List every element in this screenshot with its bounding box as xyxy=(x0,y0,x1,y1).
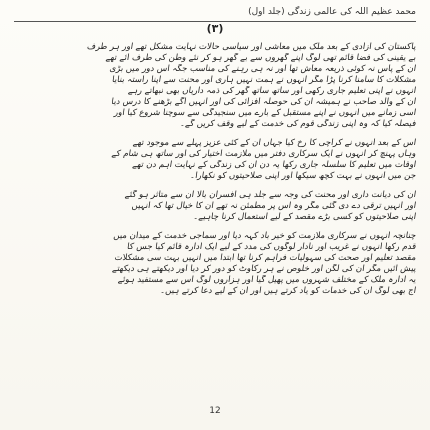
text-line: پاکستان کی آزادی کے بعد ملک میں معاشی اور سیاسی حالات نہایت مشکل تھے اور ہر طرف xyxy=(86,42,417,52)
paragraph xyxy=(14,190,416,223)
text-line: ان کے والد صاحب نے ہمیشہ ان کی حوصلہ افزائی کی اور انہیں آگے بڑھنے کا درس دیا xyxy=(110,97,417,107)
page-body xyxy=(14,42,416,300)
text-line: چنانچہ انہوں نے سرکاری ملازمت کو خیر باد کہہ دیا اور سماجی خدمت کے میدان میں xyxy=(112,231,417,241)
text-line: فیصلہ کیا کہ وہ اپنی زندگی قوم کی خدمت کے لیے وقف کریں گے۔ xyxy=(179,119,417,129)
text-line: اسی زمانے میں انہوں نے اپنے مستقبل کے بارے میں سنجیدگی سے سوچنا شروع کیا اور xyxy=(113,108,417,118)
text-line: جن میں انہوں نے بہت کچھ سیکھا اور اپنی صلاحیتوں کو نکھارا۔ xyxy=(189,171,417,181)
text-line: ان کے پاس نہ کوئی ذریعہ معاش تھا اور نہ ہی رہنے کی مناسب جگہ اس دور میں بڑی xyxy=(108,64,417,74)
text-line: بے یقینی کی فضا قائم تھی لوگ اپنے گھروں سے بے گھر ہو کر نئے وطن کی طرف آئے تھے xyxy=(104,53,417,63)
text-line: انہوں نے اپنی تعلیم جاری رکھی اور ساتھ ساتھ گھر کی ذمہ داریاں بھی نبھاتے رہے xyxy=(127,86,417,96)
chapter-number: (۳) xyxy=(206,22,224,35)
text-line: اور انہیں ترقی دے دی گئی مگر وہ اس پر مطمئن نہ تھے ان کا خیال تھا کہ انہیں xyxy=(130,201,417,211)
text-line: قدم رکھا انہوں نے غریب اور نادار لوگوں کی مدد کے لیے ایک ادارہ قائم کیا جس کا xyxy=(126,242,417,252)
paragraph xyxy=(14,231,416,297)
paragraph xyxy=(14,42,416,130)
paragraph xyxy=(14,138,416,182)
text-line: اپنی صلاحیتوں کو کسی بڑے مقصد کے لیے استعمال کرنا چاہیے۔ xyxy=(192,212,417,222)
text-line: پیش آئیں مگر ان کی لگن اور خلوص نے ہر رکاوٹ کو دور کر دیا اور دیکھتے ہی دیکھتے xyxy=(111,264,417,274)
running-header xyxy=(14,6,416,20)
text-line: وہاں پہنچ کر انہوں نے ایک سرکاری دفتر میں ملازمت اختیار کی اور ساتھ ہی شام کے xyxy=(110,149,417,159)
page-number: 12 xyxy=(209,406,221,416)
text-line: مقصد تعلیم اور صحت کی سہولیات فراہم کرنا تھا ابتدا میں انہیں بہت سی مشکلات xyxy=(113,253,417,263)
text-line: ان کی دیانت داری اور محنت کی وجہ سے جلد ہی افسران بالا ان سے متاثر ہو گئے xyxy=(124,190,417,200)
running-title: محمد عظیم اللہ کی عالمی زندگی (جلد اول) xyxy=(248,7,416,17)
text-line: مشکلات کا سامنا کرنا پڑا مگر انہوں نے ہمت نہیں ہاری اور محنت سے اپنا راستہ بنایا xyxy=(111,75,417,85)
text-line: آج بھی لوگ ان کی خدمات کو یاد کرتے ہیں اور ان کے لیے دعا کرتے ہیں۔ xyxy=(159,286,417,296)
text-line: اس کے بعد انہوں نے کراچی کا رخ کیا جہاں ان کے کئی عزیز پہلے سے موجود تھے xyxy=(132,138,417,148)
text-line: اوقات میں تعلیم کا سلسلہ جاری رکھا یہ دن ان کی زندگی کے نہایت اہم دن تھے xyxy=(131,160,417,170)
text-line: یہ ادارہ ملک کے مختلف شہروں میں پھیل گیا اور ہزاروں لوگ اس سے مستفید ہوئے xyxy=(117,275,417,285)
